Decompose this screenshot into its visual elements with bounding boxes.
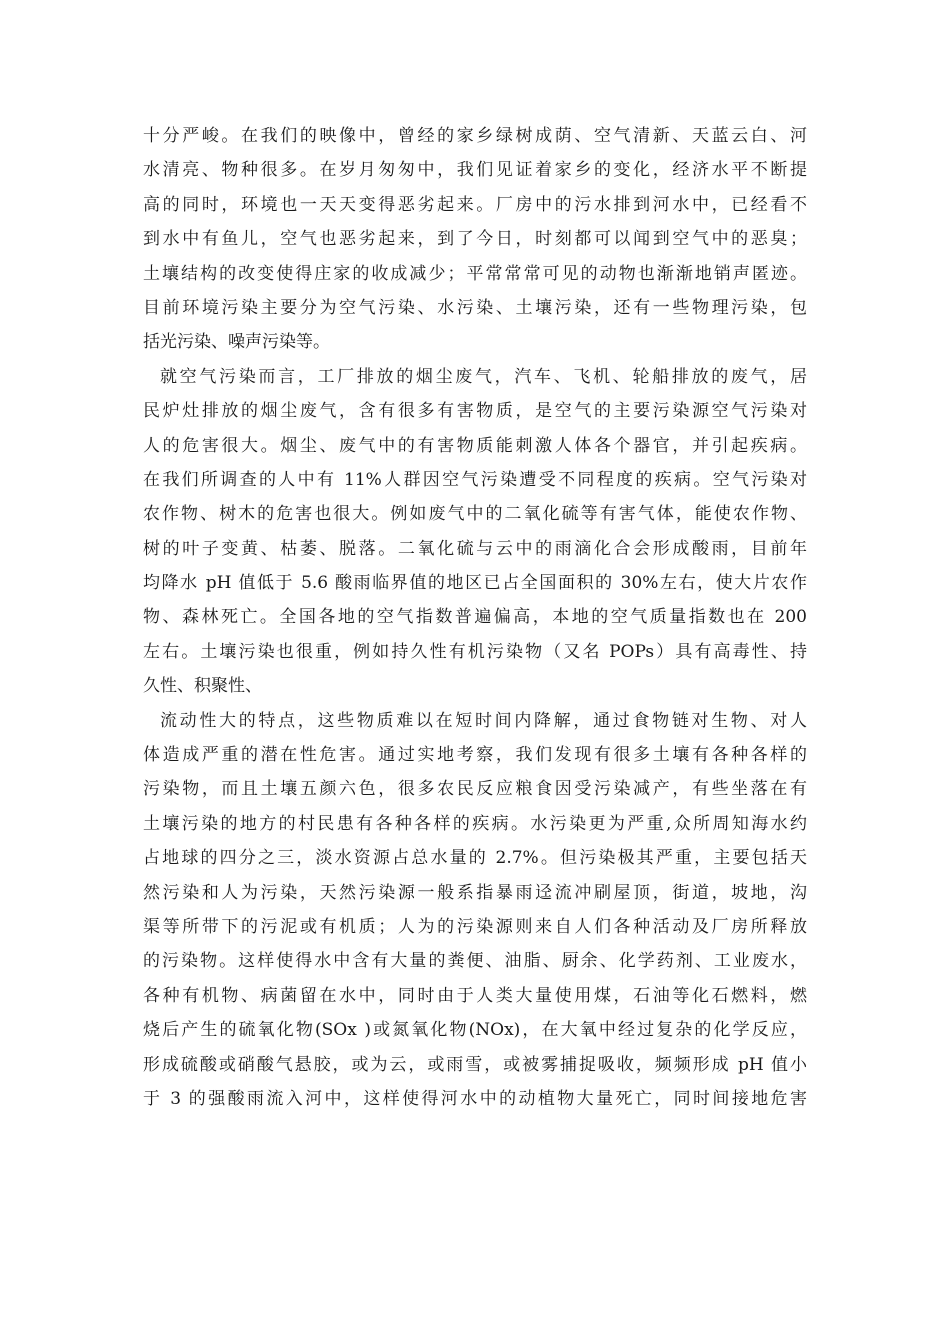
text-line: 农作物、树木的危害也很大。例如废气中的二氧化硫等有害气体，能使农作物、: [143, 504, 807, 525]
text-line: 污染物，而且土壤五颜六色，很多农民反应粮食因受污染减产，有些坐落在有: [143, 779, 807, 800]
text-line: 然污染和人为污染，天然污染源一般系指暴雨迳流冲刷屋顶，街道，坡地，沟: [143, 882, 807, 903]
text-line: 人的危害很大。烟尘、废气中的有害物质能刺激人体各个器官，并引起疾病。: [143, 435, 807, 456]
text-line: 于 3 的强酸雨流入河中，这样使得河水中的动植物大量死亡，同时间接地危害: [143, 1088, 807, 1109]
text-line: 形成硫酸或硝酸气悬胶，或为云，或雨雪，或被雾捕捉吸收，频频形成 pH 值小: [143, 1054, 807, 1075]
text-line: 各种有机物、病菌留在水中，同时由于人类大量使用煤，石油等化石燃料，燃: [143, 985, 807, 1006]
text-line: 的污染物。这样使得水中含有大量的粪便、油脂、厨余、化学药剂、工业废水，: [143, 951, 807, 972]
text-line: 括光污染、噪声污染等。: [143, 332, 330, 353]
text-line: 烧后产生的硫氧化物(SOx )或氮氧化物(NOx)，在大氧中经过复杂的化学反应，: [143, 1020, 807, 1041]
text-line: 土壤污染的地方的村民患有各种各样的疾病。水污染更为严重,众所周知海水约: [143, 813, 807, 834]
text-line: 体造成严重的潜在性危害。通过实地考察，我们发现有很多土壤有各种各样的: [143, 745, 807, 766]
text-line: 左右。土壤污染也很重，例如持久性有机污染物（又名 POPs）具有高毒性、持: [143, 641, 807, 662]
text-line: 久性、积聚性、: [143, 676, 262, 697]
text-line: 占地球的四分之三，淡水资源占总水量的 2.7%。但污染极其严重，主要包括天: [143, 848, 807, 869]
text-line: 民炉灶排放的烟尘废气，含有很多有害物质，是空气的主要污染源空气污染对: [143, 401, 807, 422]
text-line: 物、森林死亡。全国各地的空气指数普遍偏高，本地的空气质量指数也在 200: [143, 607, 807, 628]
text-line: 到水中有鱼儿，空气也恶劣起来，到了今日，时刻都可以闻到空气中的恶臭；: [143, 229, 807, 250]
text-line: 土壤结构的改变使得庄家的收成减少；平常常常可见的动物也渐渐地销声匿迹。: [143, 263, 807, 284]
text-line: 均降水 pH 值低于 5.6 酸雨临界值的地区已占全国面积的 30%左右，使大片农作: [143, 573, 807, 594]
text-line: 树的叶子变黄、枯萎、脱落。二氧化硫与云中的雨滴化合会形成酸雨，目前年: [143, 538, 807, 559]
text-line: 就空气污染而言，工厂排放的烟尘废气，汽车、飞机、轮船排放的废气，居: [160, 366, 807, 387]
text-line: 在我们所调查的人中有 11%人群因空气污染遭受不同程度的疾病。空气污染对: [143, 469, 807, 490]
body-text: [143, 119, 807, 1116]
text-line: 渠等所带下的污泥或有机质；人为的污染源则来自人们各种活动及厂房所释放: [143, 916, 807, 937]
text-line: 十分严峻。在我们的映像中，曾经的家乡绿树成荫、空气清新、天蓝云白、河: [143, 126, 807, 146]
text-line: 目前环境污染主要分为空气污染、水污染、土壤污染，还有一些物理污染，包: [143, 297, 807, 318]
text-line: 水清亮、物种很多。在岁月匆匆中，我们见证着家乡的变化，经济水平不断提: [143, 160, 807, 181]
text-line: 高的同时，环境也一天天变得恶劣起来。厂房中的污水排到河水中，已经看不: [143, 194, 807, 215]
text-line: 流动性大的特点，这些物质难以在短时间内降解，通过食物链对生物、对人: [160, 710, 807, 731]
